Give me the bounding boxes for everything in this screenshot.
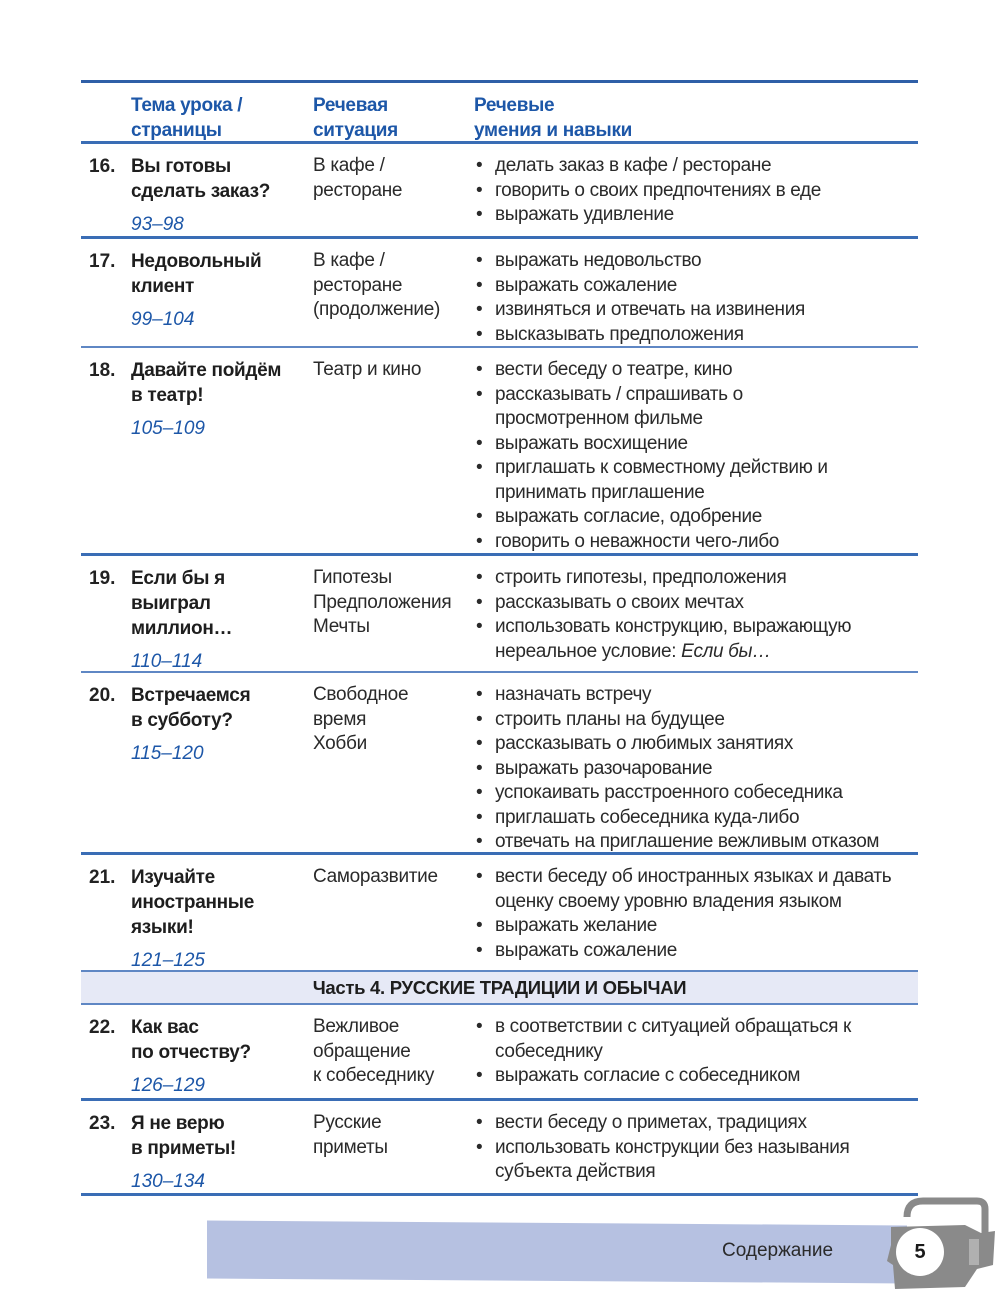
- lesson-number: 21.: [89, 867, 116, 888]
- lesson-topic[interactable]: Я не верю в приметы!: [131, 1113, 236, 1159]
- section-heading: Часть 4. РУССКИЕ ТРАДИЦИИ И ОБЫЧАИ: [81, 972, 918, 1003]
- skill-item: • приглашать к совместному действию и принимать приглашение: [474, 456, 846, 505]
- skill-item: • выражать разочарование: [474, 757, 918, 782]
- lesson-situation: Гипотезы Предположения Мечты: [313, 567, 452, 637]
- skill-item: • выражать сожаление: [474, 274, 918, 299]
- lesson-row-19: [81, 556, 918, 671]
- skill-item: • выражать недовольство: [474, 249, 918, 274]
- skill-item: • строить планы на будущее: [474, 708, 918, 733]
- skill-item: • высказывать предположения: [474, 323, 918, 348]
- skill-item: • в соответствии с ситуацией обращаться к собеседнику: [474, 1015, 859, 1064]
- lesson-number: 20.: [89, 685, 116, 706]
- skill-item: • говорить о неважности чего-либо: [474, 530, 854, 555]
- lesson-row-23: [81, 1101, 918, 1193]
- lesson-pages[interactable]: 93–98: [131, 214, 184, 235]
- lesson-number: 23.: [89, 1113, 116, 1134]
- table-header: [81, 83, 918, 141]
- header-topic: Тема урока / страницы: [131, 95, 243, 141]
- skill-item: • использовать конструкцию, выражающую нереальное условие: Если бы…: [474, 615, 894, 664]
- lesson-number: 18.: [89, 360, 116, 381]
- header-situation: Речевая ситуация: [313, 95, 398, 141]
- lesson-pages[interactable]: 121–125: [131, 950, 205, 971]
- skill-item: • выражать восхищение: [474, 432, 854, 457]
- skill-item: • делать заказ в кафе / ресторане: [474, 154, 918, 179]
- lesson-pages[interactable]: 130–134: [131, 1171, 205, 1192]
- lesson-row-22: [81, 1005, 918, 1098]
- skill-item: • вести беседу об иностранных языках и давать оценку своему уровню владения языком: [474, 865, 918, 914]
- lesson-topic[interactable]: Вы готовы сделать заказ?: [131, 156, 271, 202]
- lesson-pages[interactable]: 105–109: [131, 418, 205, 439]
- lesson-number: 19.: [89, 568, 116, 589]
- skill-item: • выражать согласие с собеседником: [474, 1064, 859, 1089]
- skill-item: • рассказывать / спрашивать о просмотренном фильме: [474, 383, 774, 432]
- lesson-skills: [474, 249, 918, 346]
- skill-item: • успокаивать расстроенного собеседника: [474, 781, 918, 806]
- lesson-pages[interactable]: 99–104: [131, 309, 195, 330]
- lesson-number: 16.: [89, 156, 116, 177]
- contents-table: [81, 80, 918, 1196]
- lesson-situation: Русские приметы: [313, 1112, 388, 1158]
- lesson-skills: [474, 865, 918, 970]
- lesson-skills: [474, 358, 854, 553]
- lesson-number: 17.: [89, 251, 116, 272]
- lesson-topic[interactable]: Изучайте иностранные языки!: [131, 867, 255, 938]
- lesson-number: 22.: [89, 1017, 116, 1038]
- lesson-skills: [474, 1111, 874, 1193]
- lesson-topic[interactable]: Как вас по отчеству?: [131, 1017, 251, 1063]
- lesson-pages[interactable]: 110–114: [131, 651, 203, 672]
- lesson-situation: Театр и кино: [313, 359, 422, 380]
- skill-item: • извиняться и отвечать на извинения: [474, 298, 918, 323]
- lesson-row-20: [81, 673, 918, 852]
- lesson-pages[interactable]: 126–129: [131, 1075, 205, 1096]
- skill-item: • выражать согласие, одобрение: [474, 505, 854, 530]
- lesson-row-17: [81, 239, 918, 346]
- skill-item: • рассказывать о своих мечтах: [474, 591, 894, 616]
- skill-item: • рассказывать о любимых занятиях: [474, 732, 918, 757]
- skill-item: • отвечать на приглашение вежливым отказом: [474, 830, 918, 855]
- skill-item: • выражать удивление: [474, 203, 918, 228]
- lesson-row-21: [81, 855, 918, 970]
- lesson-row-18: [81, 348, 918, 553]
- lesson-pages[interactable]: 115–120: [131, 743, 204, 764]
- lesson-topic[interactable]: Давайте пойдём в театр!: [131, 360, 282, 406]
- lesson-skills: [474, 566, 894, 671]
- skill-item: • выражать сожаление: [474, 939, 918, 964]
- lesson-topic[interactable]: Если бы я выиграл миллион…: [131, 568, 233, 639]
- skill-item: • назначать встречу: [474, 683, 918, 708]
- lesson-situation: В кафе / ресторане (продолжение): [313, 250, 441, 320]
- lesson-skills: [474, 1015, 859, 1098]
- skill-item: • выражать желание: [474, 914, 918, 939]
- skill-item: • вести беседу о приметах, традициях: [474, 1111, 874, 1136]
- page-number: 5: [896, 1228, 944, 1276]
- footer-section-label: Содержание: [722, 1240, 834, 1261]
- skill-item: • вести беседу о театре, кино: [474, 358, 854, 383]
- skill-item: • строить гипотезы, предположения: [474, 566, 894, 591]
- lesson-row-16: [81, 144, 918, 236]
- skill-item: • использовать конструкции без называния субъекта действия: [474, 1136, 874, 1185]
- header-skills: Речевые умения и навыки: [474, 95, 633, 141]
- skill-item: • говорить о своих предпочтениях в еде: [474, 179, 918, 204]
- lesson-situation: Вежливое обращение к собеседнику: [313, 1016, 435, 1086]
- lesson-topic[interactable]: Недовольный клиент: [131, 251, 262, 297]
- skill-item: • приглашать собеседника куда-либо: [474, 806, 918, 831]
- lesson-topic[interactable]: Встречаемся в субботу?: [131, 685, 251, 731]
- lesson-situation: Саморазвитие: [313, 866, 438, 887]
- lesson-skills: [474, 683, 918, 852]
- lesson-situation: В кафе / ресторане: [313, 155, 403, 201]
- lesson-situation: Свободное время Хобби: [313, 684, 409, 754]
- lesson-skills: [474, 154, 918, 236]
